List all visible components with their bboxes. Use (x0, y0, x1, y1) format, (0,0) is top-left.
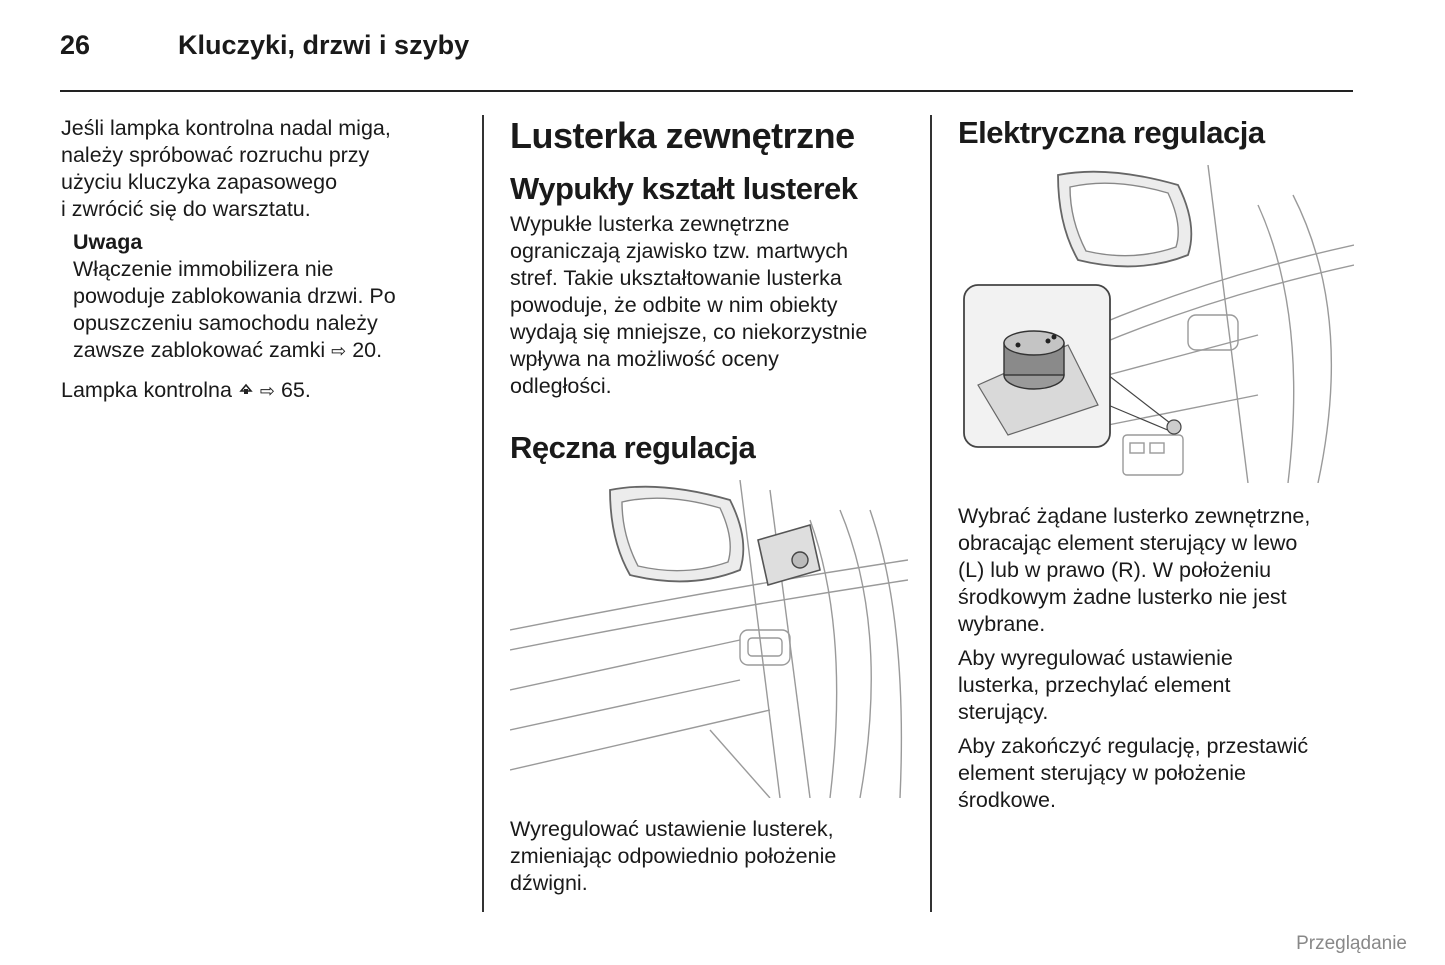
immobilizer-lamp-icon (238, 378, 260, 402)
text-line: ograniczają zjawisko tzw. martwych (510, 239, 849, 263)
text-line: element sterujący w położenie (958, 761, 1247, 785)
column-right (958, 115, 1358, 814)
text-line: środkowe. (958, 788, 1056, 812)
electric-adjust-text (958, 503, 1358, 814)
intro-line: użyciu kluczyka zapasowego (61, 170, 338, 194)
text-line: sterujący. (958, 700, 1049, 724)
text-line: wpływa na możliwość oceny (510, 347, 779, 371)
column-divider (930, 115, 932, 912)
text-line: Wybrać żądane lusterko zewnętrzne, (958, 504, 1311, 528)
text-line: wybrane. (958, 612, 1046, 636)
text-line: stref. Takie ukształtowanie lusterka (510, 266, 842, 290)
manual-mirror-illustration (510, 480, 908, 798)
text-line: Wypukłe lusterka zewnętrzne (510, 212, 790, 236)
column-left (61, 115, 461, 405)
text-line: odległości. (510, 374, 612, 398)
intro-line: należy spróbować rozruchu przy (61, 143, 370, 167)
browse-link[interactable]: Przeglądanie (1296, 933, 1407, 954)
convex-mirror-text (510, 211, 915, 400)
arrow-reference-icon: ⇨ (259, 381, 275, 401)
arrow-reference-icon: ⇨ (331, 341, 347, 361)
text-line: obracając element sterujący w lewo (958, 531, 1298, 555)
note-line (73, 337, 461, 365)
manual-adjust-text (510, 816, 915, 897)
lamp-line (61, 377, 461, 405)
text-line: zmieniając odpowiednio położenie (510, 844, 837, 868)
lamp-text: Lampka kontrolna (61, 378, 232, 402)
note-title: Uwaga (73, 230, 143, 254)
text-line: powoduje, że odbite w nim obiekty (510, 293, 838, 317)
header-divider (60, 90, 1353, 92)
column-divider (482, 115, 484, 912)
text-line: lusterka, przechylać element (958, 673, 1231, 697)
electric-mirror-illustration (958, 165, 1354, 483)
text-line: dźwigni. (510, 871, 588, 895)
text-line: wydają się mniejsze, co niekorzystnie (510, 320, 868, 344)
intro-line: i zwrócić się do warsztatu. (61, 197, 311, 221)
page-number: 26 (60, 30, 91, 60)
intro-line: Jeśli lampka kontrolna nadal miga, (61, 116, 391, 140)
text-line: (L) lub w prawo (R). W położeniu (958, 558, 1272, 582)
note-line: opuszczeniu samochodu należy (73, 311, 378, 335)
column-middle (510, 115, 915, 897)
note-line: Włączenie immobilizera nie (73, 257, 334, 281)
electric-adjust-heading: Elektryczna regulacja (958, 115, 1265, 150)
note-ref-page: 20. (352, 338, 383, 362)
lamp-ref-page: 65. (280, 378, 311, 402)
text-line: Aby wyregulować ustawienie (958, 646, 1233, 670)
text-line: Wyregulować ustawienie lusterek, (510, 817, 834, 841)
convex-mirror-heading: Wypukły kształt lusterek (510, 171, 858, 206)
note-last-text: zawsze zablokować zamki (73, 338, 326, 362)
text-line: Aby zakończyć regulację, przestawić (958, 734, 1309, 758)
chapter-title: Kluczyki, drzwi i szyby (178, 30, 470, 60)
note-line: powoduje zablokowania drzwi. Po (73, 284, 396, 308)
section-title: Lusterka zewnętrzne (510, 115, 855, 156)
manual-adjust-heading: Ręczna regulacja (510, 430, 756, 465)
text-line: środkowym żadne lusterko nie jest (958, 585, 1287, 609)
note-box (73, 229, 461, 365)
